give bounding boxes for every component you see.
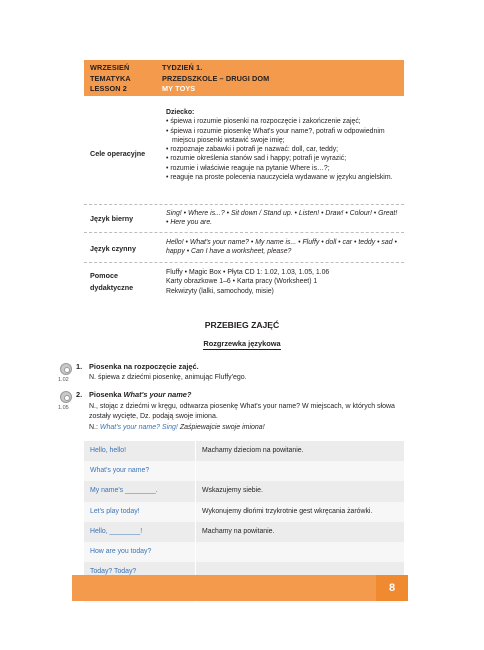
cd-icon xyxy=(60,391,72,403)
goals-title: Dziecko: xyxy=(166,109,195,116)
gesture-cell: Machamy dzieciom na powitanie. xyxy=(202,447,304,454)
goals-row xyxy=(84,101,404,205)
step-text: N., stojąc z dziećmi w kręgu, odtwarza piosenkę What's your name? W miejscach, w których słowa zostały wycięte, Dz. podają swoje imiona. xyxy=(89,403,395,420)
page-number: 8 xyxy=(376,575,408,601)
table-row xyxy=(84,522,404,542)
aids-label-line: dydaktyczne xyxy=(90,283,134,292)
goals-label: Cele operacyjne xyxy=(90,149,146,158)
passive-language-row xyxy=(84,205,404,233)
lyric-cell: Today? Today? xyxy=(84,562,196,582)
lyric-cell: Hello, ________! xyxy=(84,522,196,542)
header-week: TYDZIEŃ 1. xyxy=(162,63,203,72)
step-number: 1. xyxy=(76,362,83,371)
gesture-cell: Machamy na powitanie. xyxy=(202,527,275,535)
goal-item: • rozumie określenia stanów sad i happy; potrafi je wyrazić; xyxy=(166,154,400,163)
table-row xyxy=(84,441,404,461)
footer-band xyxy=(72,575,408,601)
cd-track-number: 1.05 xyxy=(58,405,69,411)
lyric-cell: My name's ________. xyxy=(84,481,196,501)
active-content: Hello! • What's your name? • My name is... • Fluffy • doll • car • teddy • sad • happy • Can I have a worksheet, please? xyxy=(166,239,397,256)
teaching-aids-row xyxy=(84,263,404,301)
table-row xyxy=(84,542,404,562)
table-row xyxy=(84,481,404,501)
gesture-cell xyxy=(196,461,404,481)
header-topic: PRZEDSZKOLE – DRUGI DOM xyxy=(162,73,270,83)
aids-label-line: Pomoce xyxy=(90,271,118,280)
step-title: Piosenka na rozpoczęcie zajęć. xyxy=(89,362,199,371)
aids-line: Rekwizyty (lalki, samochody, misie) xyxy=(166,287,274,295)
lesson-header xyxy=(84,60,404,96)
table-row xyxy=(84,461,404,481)
aids-label xyxy=(90,271,133,292)
step-title-italic: What's your name? xyxy=(123,390,192,399)
goal-item: • śpiewa i rozumie piosenki na rozpoczęcie i zakończenie zajęć; xyxy=(166,117,400,126)
passive-label: Język bierny xyxy=(90,214,134,223)
header-month: WRZESIEŃ xyxy=(90,63,130,72)
step-text: N. śpiewa z dziećmi piosenkę, animując Fluffy'ego. xyxy=(89,374,247,381)
goal-item: • śpiewa i rozumie piosenkę What's your name?, potrafi w odpowiednim miejscu piosenki wstawić swoje imię; xyxy=(166,127,400,146)
active-label: Język czynny xyxy=(90,244,136,253)
aids-line: Karty obrazkowe 1–6 • Karta pracy (Worksheet) 1 xyxy=(166,278,318,286)
lesson-info-table xyxy=(84,101,404,301)
table-row xyxy=(84,502,404,522)
lyric-cell: Hello, hello! xyxy=(84,441,196,461)
header-lesson-title: MY TOYS xyxy=(162,84,196,93)
goal-item: • rozpoznaje zabawki i potrafi je nazwać: doll, car, teddy; xyxy=(166,145,400,154)
step-number: 2. xyxy=(76,390,83,399)
lyric-cell: What's your name? xyxy=(84,461,196,481)
section-title: PRZEBIEG ZAJĘĆ xyxy=(204,320,280,330)
goals-list xyxy=(166,117,400,182)
goal-item: • rozumie i właściwie reaguje na pytanie Where is…?; xyxy=(166,164,400,173)
lyric-cell: How are you today? xyxy=(84,542,196,562)
header-right xyxy=(162,63,269,95)
goals-content xyxy=(166,108,400,182)
section-subtitle xyxy=(0,339,484,348)
speaker: N.: xyxy=(89,424,100,431)
header-topic-label: TEMATYKA xyxy=(90,73,131,83)
lyric-cell: Let's play today! xyxy=(84,502,196,522)
goal-item: • reaguje na proste polecenia nauczyciela wydawane w języku angielskim. xyxy=(166,173,400,182)
passive-content: Sing! • Where is...? • Sit down / Stand up. • Listen! • Draw! • Colour! • Great! • Here you are. xyxy=(166,210,398,227)
step-title xyxy=(89,390,191,399)
step-title-prefix: Piosenka xyxy=(89,390,124,399)
section-subtitle-text: Rozgrzewka językowa xyxy=(203,339,281,348)
aids-line: Fluffy • Magic Box • Płyta CD 1: 1.02, 1.03, 1.05, 1.06 xyxy=(166,269,330,276)
gesture-cell xyxy=(196,542,404,562)
cd-track-number: 1.02 xyxy=(58,377,69,383)
header-lesson: LESSON 2 xyxy=(90,84,127,93)
gesture-cell: Wskazujemy siebie. xyxy=(202,487,263,495)
step-dialogue xyxy=(89,423,407,433)
header-left xyxy=(90,63,131,95)
active-language-row xyxy=(84,233,404,263)
dialogue-polish: Zaśpiewajcie swoje imiona! xyxy=(177,424,265,431)
dialogue-english: What's your name? Sing! xyxy=(99,424,178,431)
aids-content xyxy=(166,268,400,296)
cd-icon xyxy=(60,363,72,375)
gesture-cell: Wykonujemy dłońmi trzykrotnie gest wkręcania żarówki. xyxy=(202,507,373,515)
